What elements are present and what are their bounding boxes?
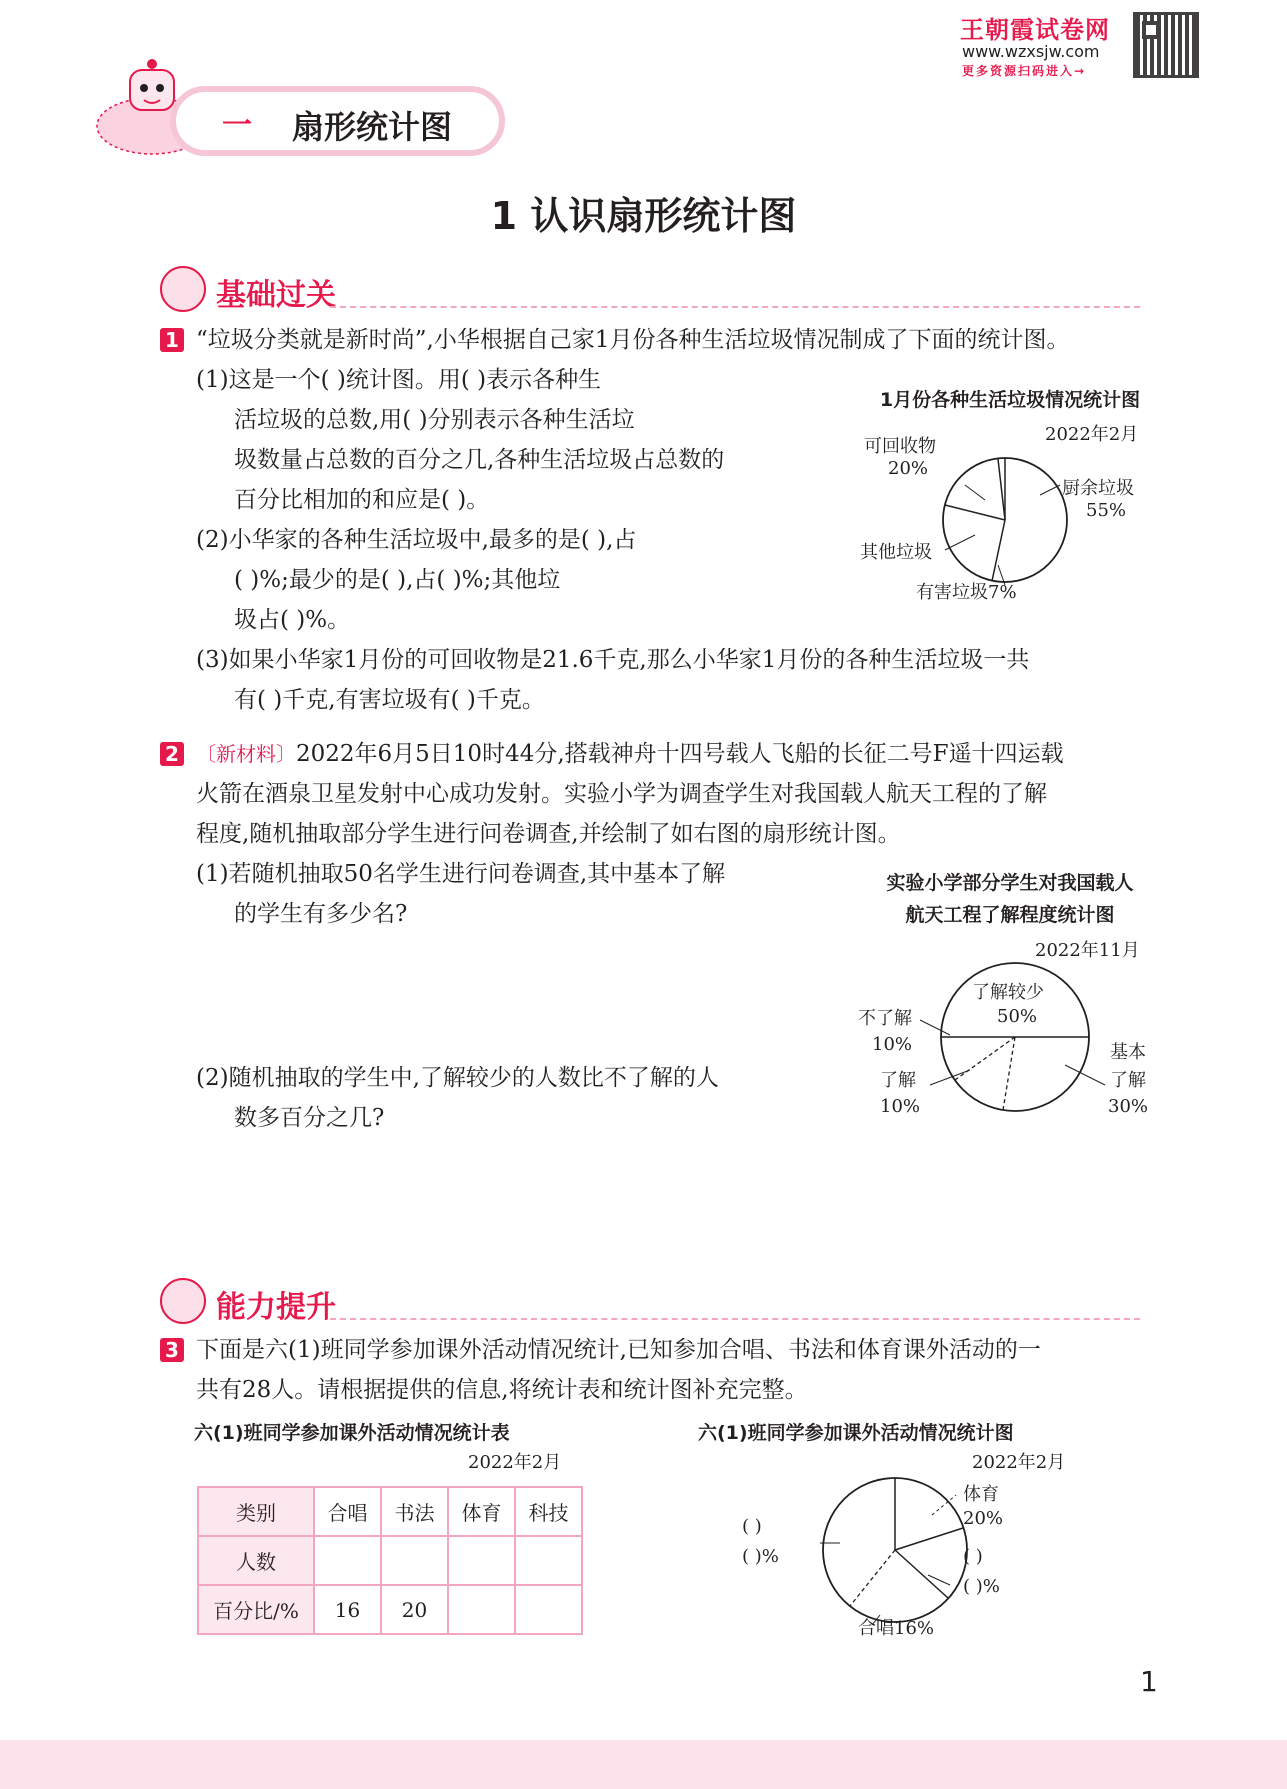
q1-part2-line2: ( )%;最少的是( ),占( )%;其他垃	[234, 567, 561, 593]
brand-note: 更多资源扫码进入→	[962, 64, 1087, 78]
q2-part2-line1: (2)随机抽取的学生中,了解较少的人数比不了解的人	[196, 1065, 719, 1091]
q3-line2: 共有28人。请根据提供的信息,将统计表和统计图补充完整。	[196, 1377, 808, 1403]
section-divider	[330, 306, 1140, 308]
chart2-leader-basic	[1065, 1065, 1105, 1085]
chart3-label-pe: 体育	[963, 1484, 999, 1505]
table-cell: 16	[314, 1585, 381, 1634]
stat-table	[197, 1486, 583, 1635]
chapter-title: 扇形统计图	[292, 108, 453, 146]
chart2-divider-none	[955, 1037, 1015, 1080]
chart1-divider-recyc	[945, 505, 1005, 520]
chart2-title-line1: 实验小学部分学生对我国载人	[886, 872, 1134, 894]
chart2-label-less-pct: 50%	[997, 1006, 1038, 1027]
table-row	[198, 1536, 582, 1585]
chart3-date: 2022年2月	[972, 1452, 1066, 1473]
table-cell[interactable]	[448, 1585, 515, 1634]
new-material-badge: 〔新材料〕	[196, 742, 296, 766]
chart2-label-basic-2: 了解	[1110, 1070, 1146, 1091]
q2-line3: 程度,随机抽取部分学生进行问卷调查,并绘制了如右图的扇形统计图。	[196, 821, 901, 847]
chart1-date: 2022年2月	[1045, 424, 1139, 445]
q3-line1: 下面是六(1)班同学参加课外活动情况统计,已知参加合唱、书法和体育课外活动的一	[196, 1337, 1041, 1363]
question-number: 2	[160, 742, 184, 766]
chart2-title-line2: 航天工程了解程度统计图	[905, 904, 1115, 926]
question-number: 3	[160, 1338, 184, 1362]
section-title-basic: 基础过关	[216, 278, 336, 313]
q2-line2: 火箭在酒泉卫星发射中心成功发射。实验小学为调查学生对我国载人航天工程的了解	[196, 781, 1047, 807]
qr-code-icon[interactable]	[1133, 12, 1199, 78]
footer-band	[0, 1740, 1287, 1789]
chart3-label-right-name[interactable]: ( )	[963, 1546, 983, 1567]
table-cell: 百分比/%	[198, 1585, 314, 1634]
chart2-label-know-pct: 10%	[880, 1096, 921, 1117]
brand-title: 王朝霞试卷网	[960, 16, 1110, 44]
table-row	[198, 1487, 582, 1536]
chart1-label-recyc-pct: 20%	[888, 458, 929, 479]
table-cell[interactable]	[314, 1536, 381, 1585]
table-cell: 体育	[448, 1487, 515, 1536]
chart2-date: 2022年11月	[1035, 940, 1140, 961]
chart1-label-recyc: 可回收物	[864, 436, 936, 457]
q1-stem: “垃圾分类就是新时尚”,小华根据自己家1月份各种生活垃圾情况制成了下面的统计图。	[196, 327, 1070, 353]
chapter-number: 一	[222, 108, 252, 143]
section-avatar-icon	[160, 1278, 206, 1324]
table-cell[interactable]	[515, 1585, 582, 1634]
question-number: 1	[160, 328, 184, 352]
chart3-label-pe-pct: 20%	[963, 1508, 1004, 1529]
table-cell[interactable]	[448, 1536, 515, 1585]
q2-line1-text: 2022年6月5日10时44分,搭载神舟十四号载人飞船的长征二号F遥十四运载	[296, 741, 1064, 767]
chart2-leader-none	[920, 1020, 950, 1035]
q1-part2-line1: (2)小华家的各种生活垃圾中,最多的是( ),占	[196, 527, 637, 553]
chart1-label-kitchen: 厨余垃圾	[1062, 478, 1134, 499]
q2-line1	[196, 740, 1064, 768]
section-divider	[330, 1318, 1140, 1320]
chart2-label-basic-pct: 30%	[1108, 1096, 1149, 1117]
q1-part2-line3: 圾占( )%。	[234, 607, 351, 633]
table-cell: 科技	[515, 1487, 582, 1536]
page-number: 1	[1140, 1665, 1158, 1698]
chart3-label-left-name[interactable]: ( )	[742, 1516, 762, 1537]
chart1-title: 1月份各种生活垃圾情况统计图	[879, 389, 1141, 411]
table-cell: 人数	[198, 1536, 314, 1585]
chart3-divider-pe	[895, 1528, 963, 1550]
chart1-label-other: 其他垃圾	[860, 542, 932, 563]
chart1-label-harm: 有害垃圾7%	[916, 582, 1017, 603]
chart2-label-none: 不了解	[858, 1008, 912, 1029]
chart1-pie	[940, 455, 1070, 585]
chart1-leader-kitchen	[1040, 485, 1060, 495]
q2-part1-line2: 的学生有多少名?	[234, 901, 408, 927]
chart2-label-none-pct: 10%	[872, 1034, 913, 1055]
section-avatar-icon	[160, 266, 206, 312]
chart3-pie	[820, 1475, 970, 1625]
chart2-divider-know	[1003, 1037, 1015, 1110]
chart3-label-right-pct[interactable]: ( )%	[963, 1576, 1000, 1597]
chart3-label-choir: 合唱16%	[858, 1618, 935, 1639]
table-cell[interactable]	[381, 1536, 448, 1585]
q1-part1-line1: (1)这是一个( )统计图。用( )表示各种生	[196, 367, 602, 393]
chart3-divider-choir	[850, 1550, 895, 1606]
chart2-label-less: 了解较少	[972, 982, 1044, 1003]
table-cell: 合唱	[314, 1487, 381, 1536]
q1-part1-line4: 百分比相加的和应是( )。	[234, 487, 490, 513]
q2-part1-line1: (1)若随机抽取50名学生进行问卷调查,其中基本了解	[196, 861, 726, 887]
chart1-divider-harm	[992, 520, 1005, 581]
q2-part2-line2: 数多百分之几?	[234, 1105, 385, 1131]
lesson-title: 1 认识扇形统计图	[490, 194, 797, 238]
chart3-label-left-pct[interactable]: ( )%	[742, 1546, 779, 1567]
chart3-divider-right	[895, 1550, 948, 1598]
table-row	[198, 1585, 582, 1634]
chart1-leader-other	[945, 535, 975, 550]
chart1-label-kitchen-pct: 55%	[1086, 500, 1127, 521]
q1-part1-line3: 圾数量占总数的百分之几,各种生活垃圾占总数的	[234, 447, 725, 473]
section-title-ability: 能力提升	[216, 1290, 336, 1325]
table-title: 六(1)班同学参加课外活动情况统计表	[194, 1422, 510, 1444]
table-date: 2022年2月	[468, 1452, 562, 1473]
table-cell: 书法	[381, 1487, 448, 1536]
chart1-divider-other	[998, 459, 1005, 520]
table-cell: 类别	[198, 1487, 314, 1536]
q1-part3-line1: (3)如果小华家1月份的可回收物是21.6千克,那么小华家1月份的各种生活垃圾一共	[196, 647, 1030, 673]
chart2-label-basic-1: 基本	[1110, 1042, 1146, 1063]
chart2-label-know: 了解	[880, 1070, 916, 1091]
q1-part3-line2: 有( )千克,有害垃圾有( )千克。	[234, 687, 545, 713]
q1-part1-line2: 活垃圾的总数,用( )分别表示各种生活垃	[234, 407, 635, 433]
chart3-title: 六(1)班同学参加课外活动情况统计图	[698, 1422, 1014, 1444]
chart1-leader-recyc	[965, 485, 985, 500]
brand-url[interactable]: www.wzxsjw.com	[962, 42, 1100, 61]
table-cell: 20	[381, 1585, 448, 1634]
table-cell[interactable]	[515, 1536, 582, 1585]
